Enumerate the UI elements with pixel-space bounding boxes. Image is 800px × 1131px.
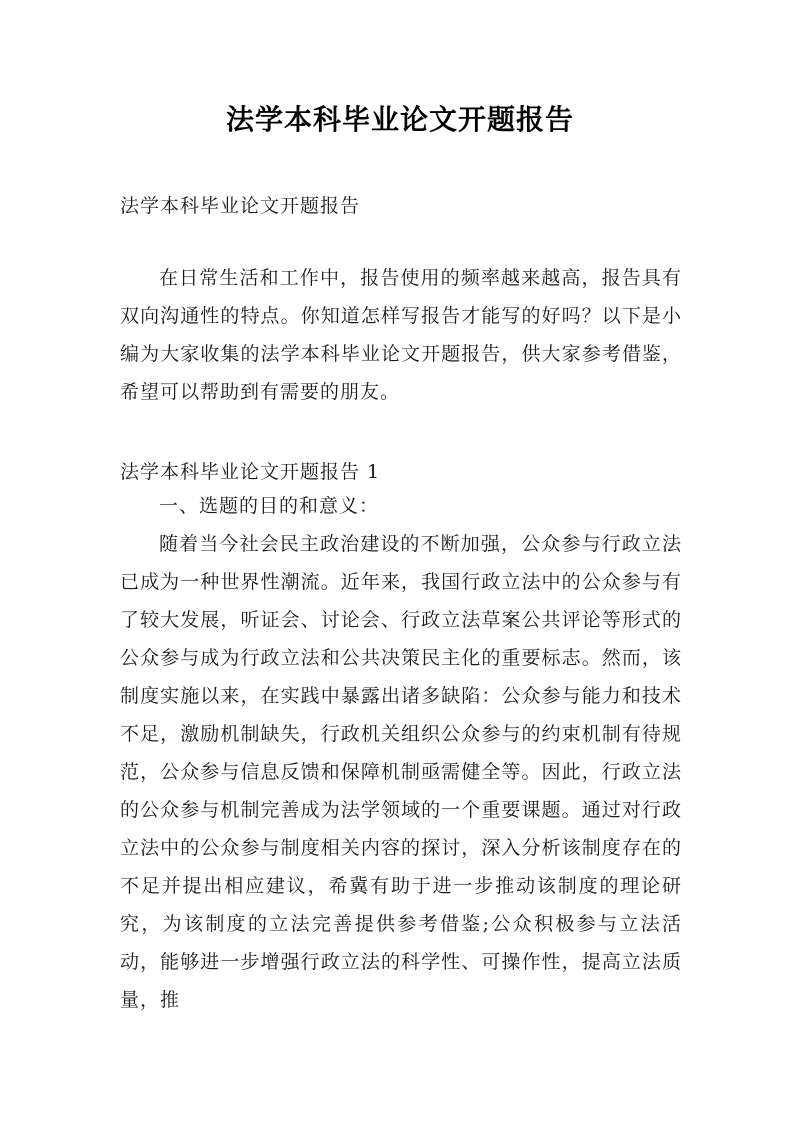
section-heading: 法学本科毕业论文开题报告 1 [120, 461, 381, 483]
subheading-purpose: 一、选题的目的和意义： [159, 495, 380, 517]
body-paragraph: 随着当今社会民主政治建设的不断加强，公众参与行政立法已成为一种世界性潮流。近年来，我国行政立法中的公众参与有了较大发展，听证会、讨论会、行政立法草案公共评论等形式的公众参与成为行政立法和公共决策民主化的重要标志。然而，该制度实施以来，在实践中暴露出诸多缺陷：公众参与能力和技术不足，激励机制缺失，行政机关组织公众参与的约束机制有待规范，公众参与信息反馈和保障机制亟需健全等。因此，行政立法的公众参与机制完善成为法学领域的一个重要课题。通过对行政立法中的公众参与制度相关内容的探讨，深入分析该制度存在的不足并提出相应建议，希冀有助于进一步推动该制度的理论研究，为该制度的立法完善提供参考借鉴;公众积极参与立法活动，能够进一步增强行政立法的科学性、可操作性，提高立法质量，推 [120, 533, 682, 1011]
intro-paragraph: 在日常生活和工作中，报告使用的频率越来越高，报告具有双向沟通性的特点。你知道怎样写报告才能写的好吗？以下是小编为大家收集的法学本科毕业论文开题报告，供大家参考借鉴，希望可以帮助到有需要的朋友。 [120, 267, 682, 403]
document-subtitle: 法学本科毕业论文开题报告 [120, 195, 361, 217]
document-title: 法学本科毕业论文开题报告 [225, 103, 574, 136]
